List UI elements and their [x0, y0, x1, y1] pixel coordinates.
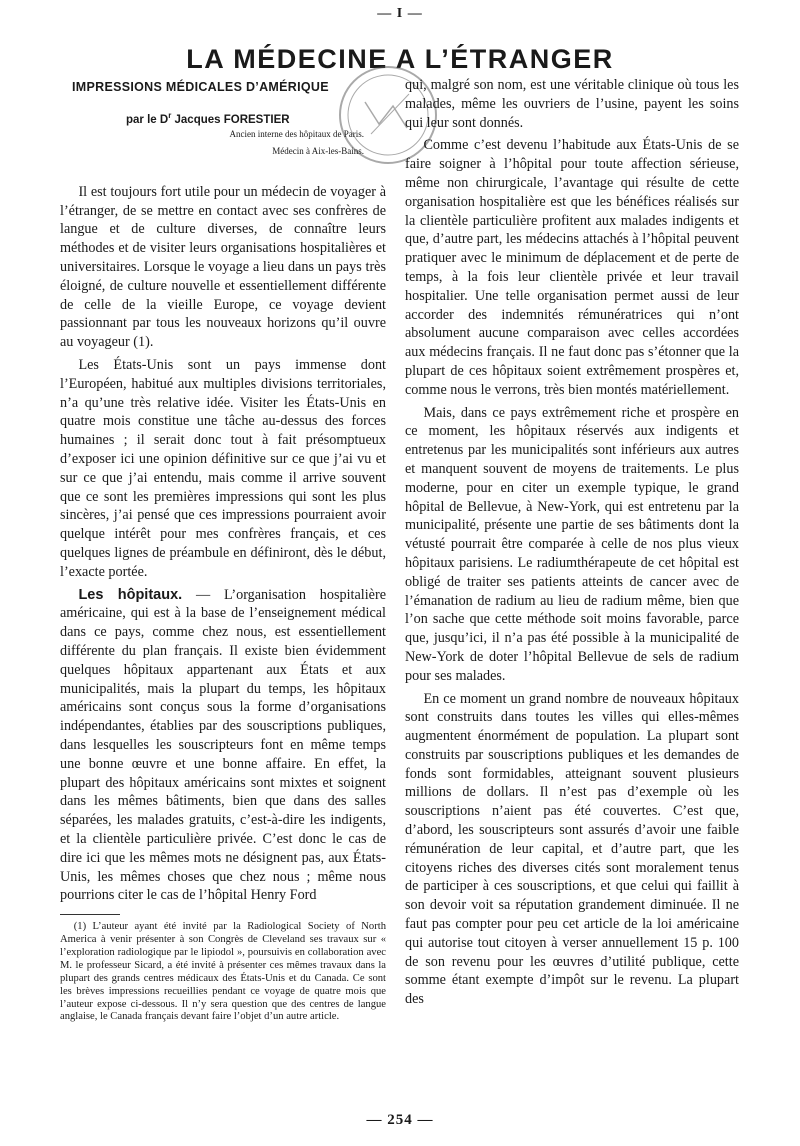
author-affiliation: Ancien interne des hôpitaux de Paris.: [229, 128, 364, 139]
page-title: LA MÉDECINE A L’ÉTRANGER: [186, 44, 614, 74]
body-paragraph: En ce moment un grand nombre de nouveaux hôpitaux sont construits dans toutes les villes qui elles-mêmes augmentent énormément de population. La plupart sont construits par souscriptions publiques et les demandes de fonds sont formidables, atteignant souvent plusieurs millions de dollars. Il n’est pas d’exemple où les souscriptions n’aient pas été couvertes. C’est que, d’abord, les souscripteurs sont assurés d’avoir une faible rémunération de leur capital, et d’autre part, que les citoyens riches des diverses cités sont moralement tenus de participer à ces souscriptions, et que celui qui faillit à son devoir voit sa réputation grandement diminuée. Il ne faut pas compter pour peu cet article de la loi américaine qui autorise tout citoyen à verser annuellement 15 p. 100 de son revenu pour les œuvres d’utilité publique, cette somme étant exempte d’impôt sur le revenu. La plupart des: [405, 690, 739, 1008]
right-column: [405, 76, 739, 1009]
body-paragraph: qui, malgré son nom, est une véritable clinique où tous les malades, même les ouvriers de l’usine, payent les soins qui leur sont donnés.: [405, 77, 739, 131]
body-paragraph: Mais, dans ce pays extrêmement riche et prospère en ce moment, les hôpitaux réservés aux indigents et entretenus par les municipalités sont inférieurs aux autres et manquent souvent de moyens de traitements. Le plus moderne, pour en citer un exemple typique, le grand hôpital de Bellevue, à New-York, qui est entretenu par la municipalité, présente une partie de ses bâtiments dont la vétusté pourrait être comparée à celle de nos plus vieux hôpitaux parisiens. Le radiumthérapeute de cet hôpital est obligé de traiter ses patients atteints de cancer avec de l’émanation de radium au lieu de radium même, bien que l’on sache que cette méthode soit moins favorable, parce que, jusqu’ici, il n’a pas été possible à la municipalité de New-York de doter l’hôpital Bellevue de sels de radium pour ses malades.: [405, 404, 739, 684]
section-paragraph: [60, 586, 386, 906]
author-affiliation: Médecin à Aix-les-Bains.: [272, 145, 364, 156]
author-name: Jacques FORESTIER: [171, 113, 290, 126]
author-byline: [126, 111, 386, 126]
body-paragraph: Les États-Unis sont un pays immense dont l’Européen, habitué aux multiples divisions territoriales, n’a qu’une très relative idée. Visiter les États-Unis en quatre mois constitue une tâche au-dessus des forces humaines ; il serait donc tout à fait présomptueux d’exposer ici une opinion définitive sur ce que j’ai vu et sur ce que j’ai entendu, mais comme il arrive souvent que ce sont les premières impressions qui sont les plus sincères, j’ai pensé que ces impressions pourraient avoir quelque intérêt pour mes confrères français, et ces quelques lignes de préambule en définiront, dès le début, l’exacte portée.: [60, 357, 386, 580]
footnote-divider: [60, 914, 120, 915]
left-column: [60, 76, 386, 1024]
body-paragraph: Il est toujours fort utile pour un médecin de voyager à l’étranger, de se mettre en contact avec ses confrères de langue et de culture diverses, de connaître leurs méthodes et de visiter leurs organisations hospitalières et universitaires. Lorsque le voyage a lieu dans un pays très éloigné, de culture nouvelle et essentiellement différente de celle de la vieille Europe, ce voyage devient passionnant par tous les nouveaux horizons qu’il ouvre au voyageur (1).: [60, 183, 386, 351]
page-number: — 254 —: [366, 1112, 434, 1128]
body-paragraph: Comme c’est devenu l’habitude aux États-Unis de se faire soigner à l’hôpital pour toute affection sérieuse, même non chirurgicale, l’avantage qui résulte de cette organisation hospitalière est que les bénéfices réalisés sur la clientèle particulière profitent aux malades indigents et que, d’autre part, les médecins attachés à l’hôpital peuvent pratiquer avec le minimum de déplacement et de perte de temps, à la fois leur clientèle privée et leur travail hospitalier. Une telle organisation permet aussi de leur accorder des indemnités rémunératrices qui n’ont absolument aucune comparaison avec celles accordées aux médecins français. Il ne faut donc pas s’étonner que la plupart de ces hôpitaux soient extrêmement prospères et, comme nous le verrons, très bien montés matériellement.: [405, 137, 739, 398]
article-subtitle: IMPRESSIONS MÉDICALES D’AMÉRIQUE: [72, 80, 329, 94]
section-numeral: — I —: [377, 6, 423, 21]
footnote: (1) L’auteur ayant été invité par la Radiological Society of North America à venir présenter à son Congrès de Cleveland ses travaux sur « l’exploration radiologique par le lipiodol », poursuivis en collaboration avec M. le professeur Sicard, a été invité à présenter ces mêmes travaux dans la plupart des grands centres médicaux des États-Unis et du Canada. Ce sont les brèves impressions recueillies pendant ce voyage de quatre mois que l’auteur expose ci-dessous. Il n’y sera question que des centres de langue anglaise, le Canada français devant faire l’objet d’un autre article.: [60, 921, 386, 1023]
byline-superscript: r: [168, 111, 172, 120]
section-paragraph-text: — L’organisation hospitalière américaine, qui est à la base de l’enseignement médical dans ce pays, comme chez nous, est essentiellement différente du plan français. Il existe bien évidemment quelques hôpitaux appartenant aux États et aux municipalités, mais la plupart du temps, les hôpitaux américains sont conçus sous la forme d’organisations indépendantes, établies par des souscriptions publiques, dans lesquelles les souscripteurs font en même temps une bonne œuvre et une bonne affaire. En effet, la plupart des hôpitaux américains sont mixtes et soignent dans les mêmes bâtiments, bien que dans des salles séparées, les malades gratuits, c’est-à-dire les indigents, et la clientèle particulière privée. C’est donc le cas de dire ici que les mêmes mots ne désignent pas, aux États-Unis, les mêmes choses que chez nous ; même nous pourrions citer le cas de l’hôpital Henry Ford: [60, 586, 386, 904]
section-heading: Les hôpitaux.: [78, 586, 183, 603]
byline-prefix: par le D: [126, 113, 169, 126]
